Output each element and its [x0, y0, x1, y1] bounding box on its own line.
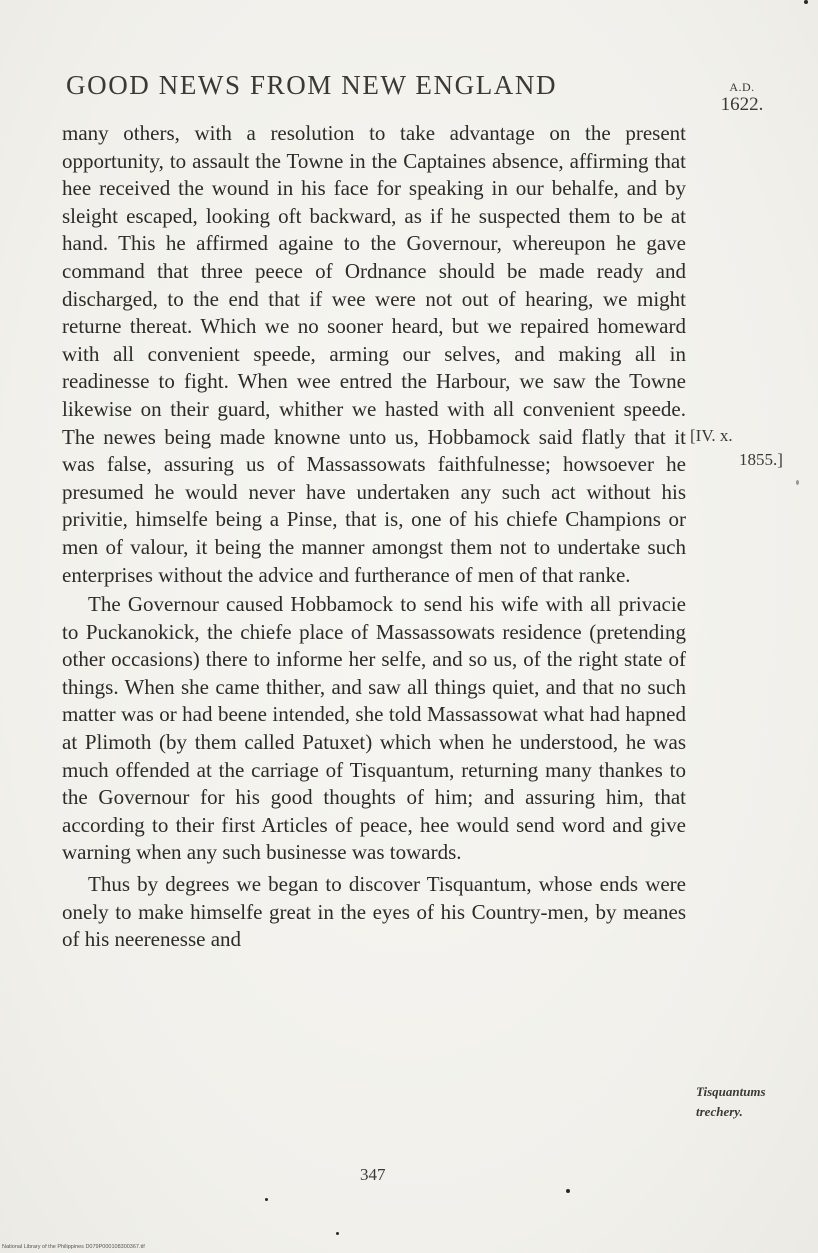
margin-reference-number: 1855.] [739, 450, 783, 469]
year-value: 1622. [720, 94, 764, 115]
body-text [62, 120, 686, 954]
paragraph-3: Thus by degrees we began to discover Tisquantum, whose ends were onely to make himselfe great in the eyes of his Country-men, by meanes of his neerenesse and [62, 872, 686, 952]
year-note [714, 80, 770, 116]
margin-reference-volume: [IV. x. [690, 426, 733, 445]
side-note-line-2: trechery. [696, 1104, 743, 1119]
dust-speck [566, 1189, 570, 1193]
side-note-line-1: Tisquantums [696, 1084, 766, 1099]
paragraph-2: The Governour caused Hobbamock to send his wife with all privacie to Puckanokick, the chiefe place of Massassowats residence (pretending other occasions) there to informe her selfe, and so us, of the right state of things. When she came thither, and saw all things quiet, and that no such matter was or had beene intended, she told Massassowat what had hapned at Plimoth (by them called Patuxet) which when he understood, he was much offended at the carriage of Tisquantum, returning many thankes to the Governour for his good thoughts of him; and assuring him, that according to their first Articles of peace, hee would send word and give warning when any such businesse was towards. [62, 592, 686, 865]
dust-speck [265, 1198, 268, 1201]
year-label: A.D. [729, 80, 755, 94]
dust-speck [796, 480, 799, 485]
paragraph-1: many others, with a resolution to take advantage on the present opportunity, to assault the Towne in the Captaines absence, affirming that hee received the wound in his face for speaking in our behalfe, and by sleight escaped, looking oft backward, as if he suspected them to be at hand. This he affirmed againe to the Governour, whereupon he gave command that three peece of Ordnance should be made ready and discharged, to the end that if wee were not out of hearing, we might returne thereat. Which we no sooner heard, but we repaired homeward with all convenient speede, arming our selves, and making all in readinesse to fight. When wee entred the Harbour, we saw the Towne likewise on their guard, whither we hasted with all convenient speede. The newes being made knowne unto us, Hobbamock said flatly that it was false, assuring us of Massassowats faithfulnesse; howsoever he presumed he would never have undertaken any such act without his privitie, himselfe being a Pinse, that is, one of his chiefe Champions or men of valour, it being the manner amongst them not to undertake such enterprises without the advice and furtherance of men of that ranke. [62, 121, 686, 587]
scan-stamp: National Library of the Philippines D079P000108300367.tif [2, 1244, 145, 1250]
dust-speck [804, 0, 808, 4]
dust-speck [336, 1232, 339, 1235]
side-note [696, 1082, 766, 1122]
running-title: GOOD NEWS FROM NEW ENGLAND [66, 70, 558, 100]
page-number: 347 [360, 1165, 386, 1184]
